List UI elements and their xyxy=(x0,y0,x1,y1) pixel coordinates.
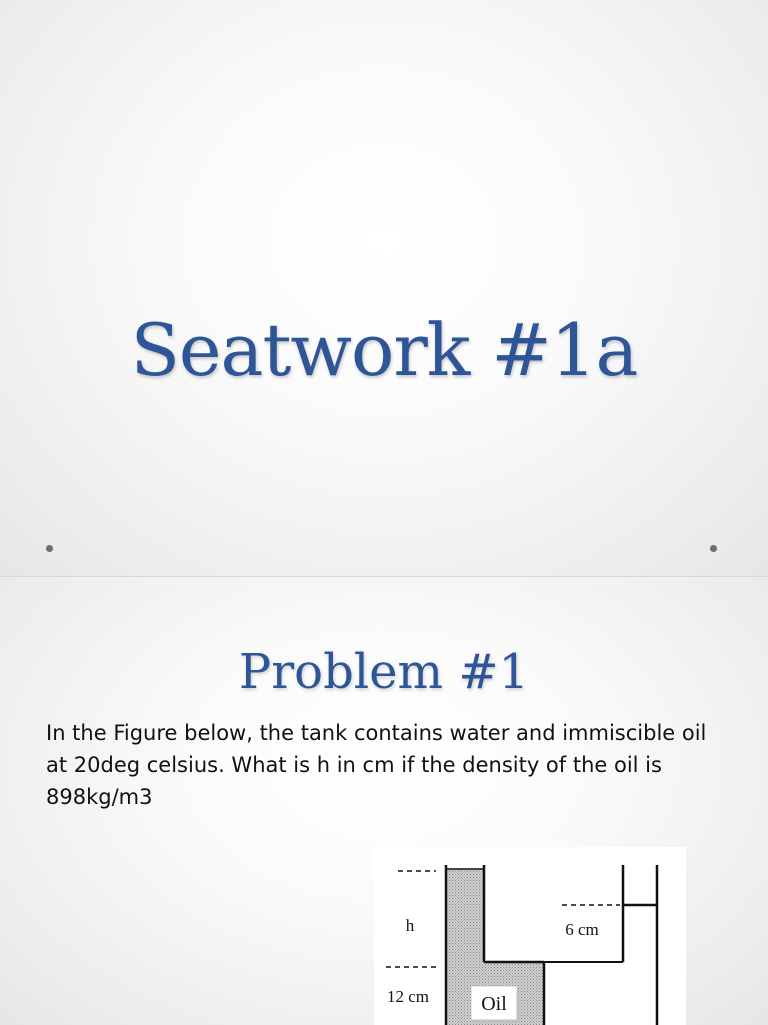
slide-2 xyxy=(0,576,768,1025)
label-6cm: 6 cm xyxy=(565,920,599,939)
slide-bullet-dot-left xyxy=(46,545,53,552)
label-h: h xyxy=(405,916,415,935)
slide-title: Seatwork #1a xyxy=(130,308,638,392)
problem-title: Problem #1 xyxy=(238,644,530,700)
slide-bullet-dot-right xyxy=(710,545,717,552)
problem-statement: In the Figure below, the tank contains water and immiscible oil at 20deg celsius. What is h in cm if the density of the oil is 898kg/m3 xyxy=(46,721,707,809)
tank-figure xyxy=(374,847,686,1025)
label-oil: Oil xyxy=(481,993,507,1015)
label-12cm: 12 cm xyxy=(386,987,430,1006)
